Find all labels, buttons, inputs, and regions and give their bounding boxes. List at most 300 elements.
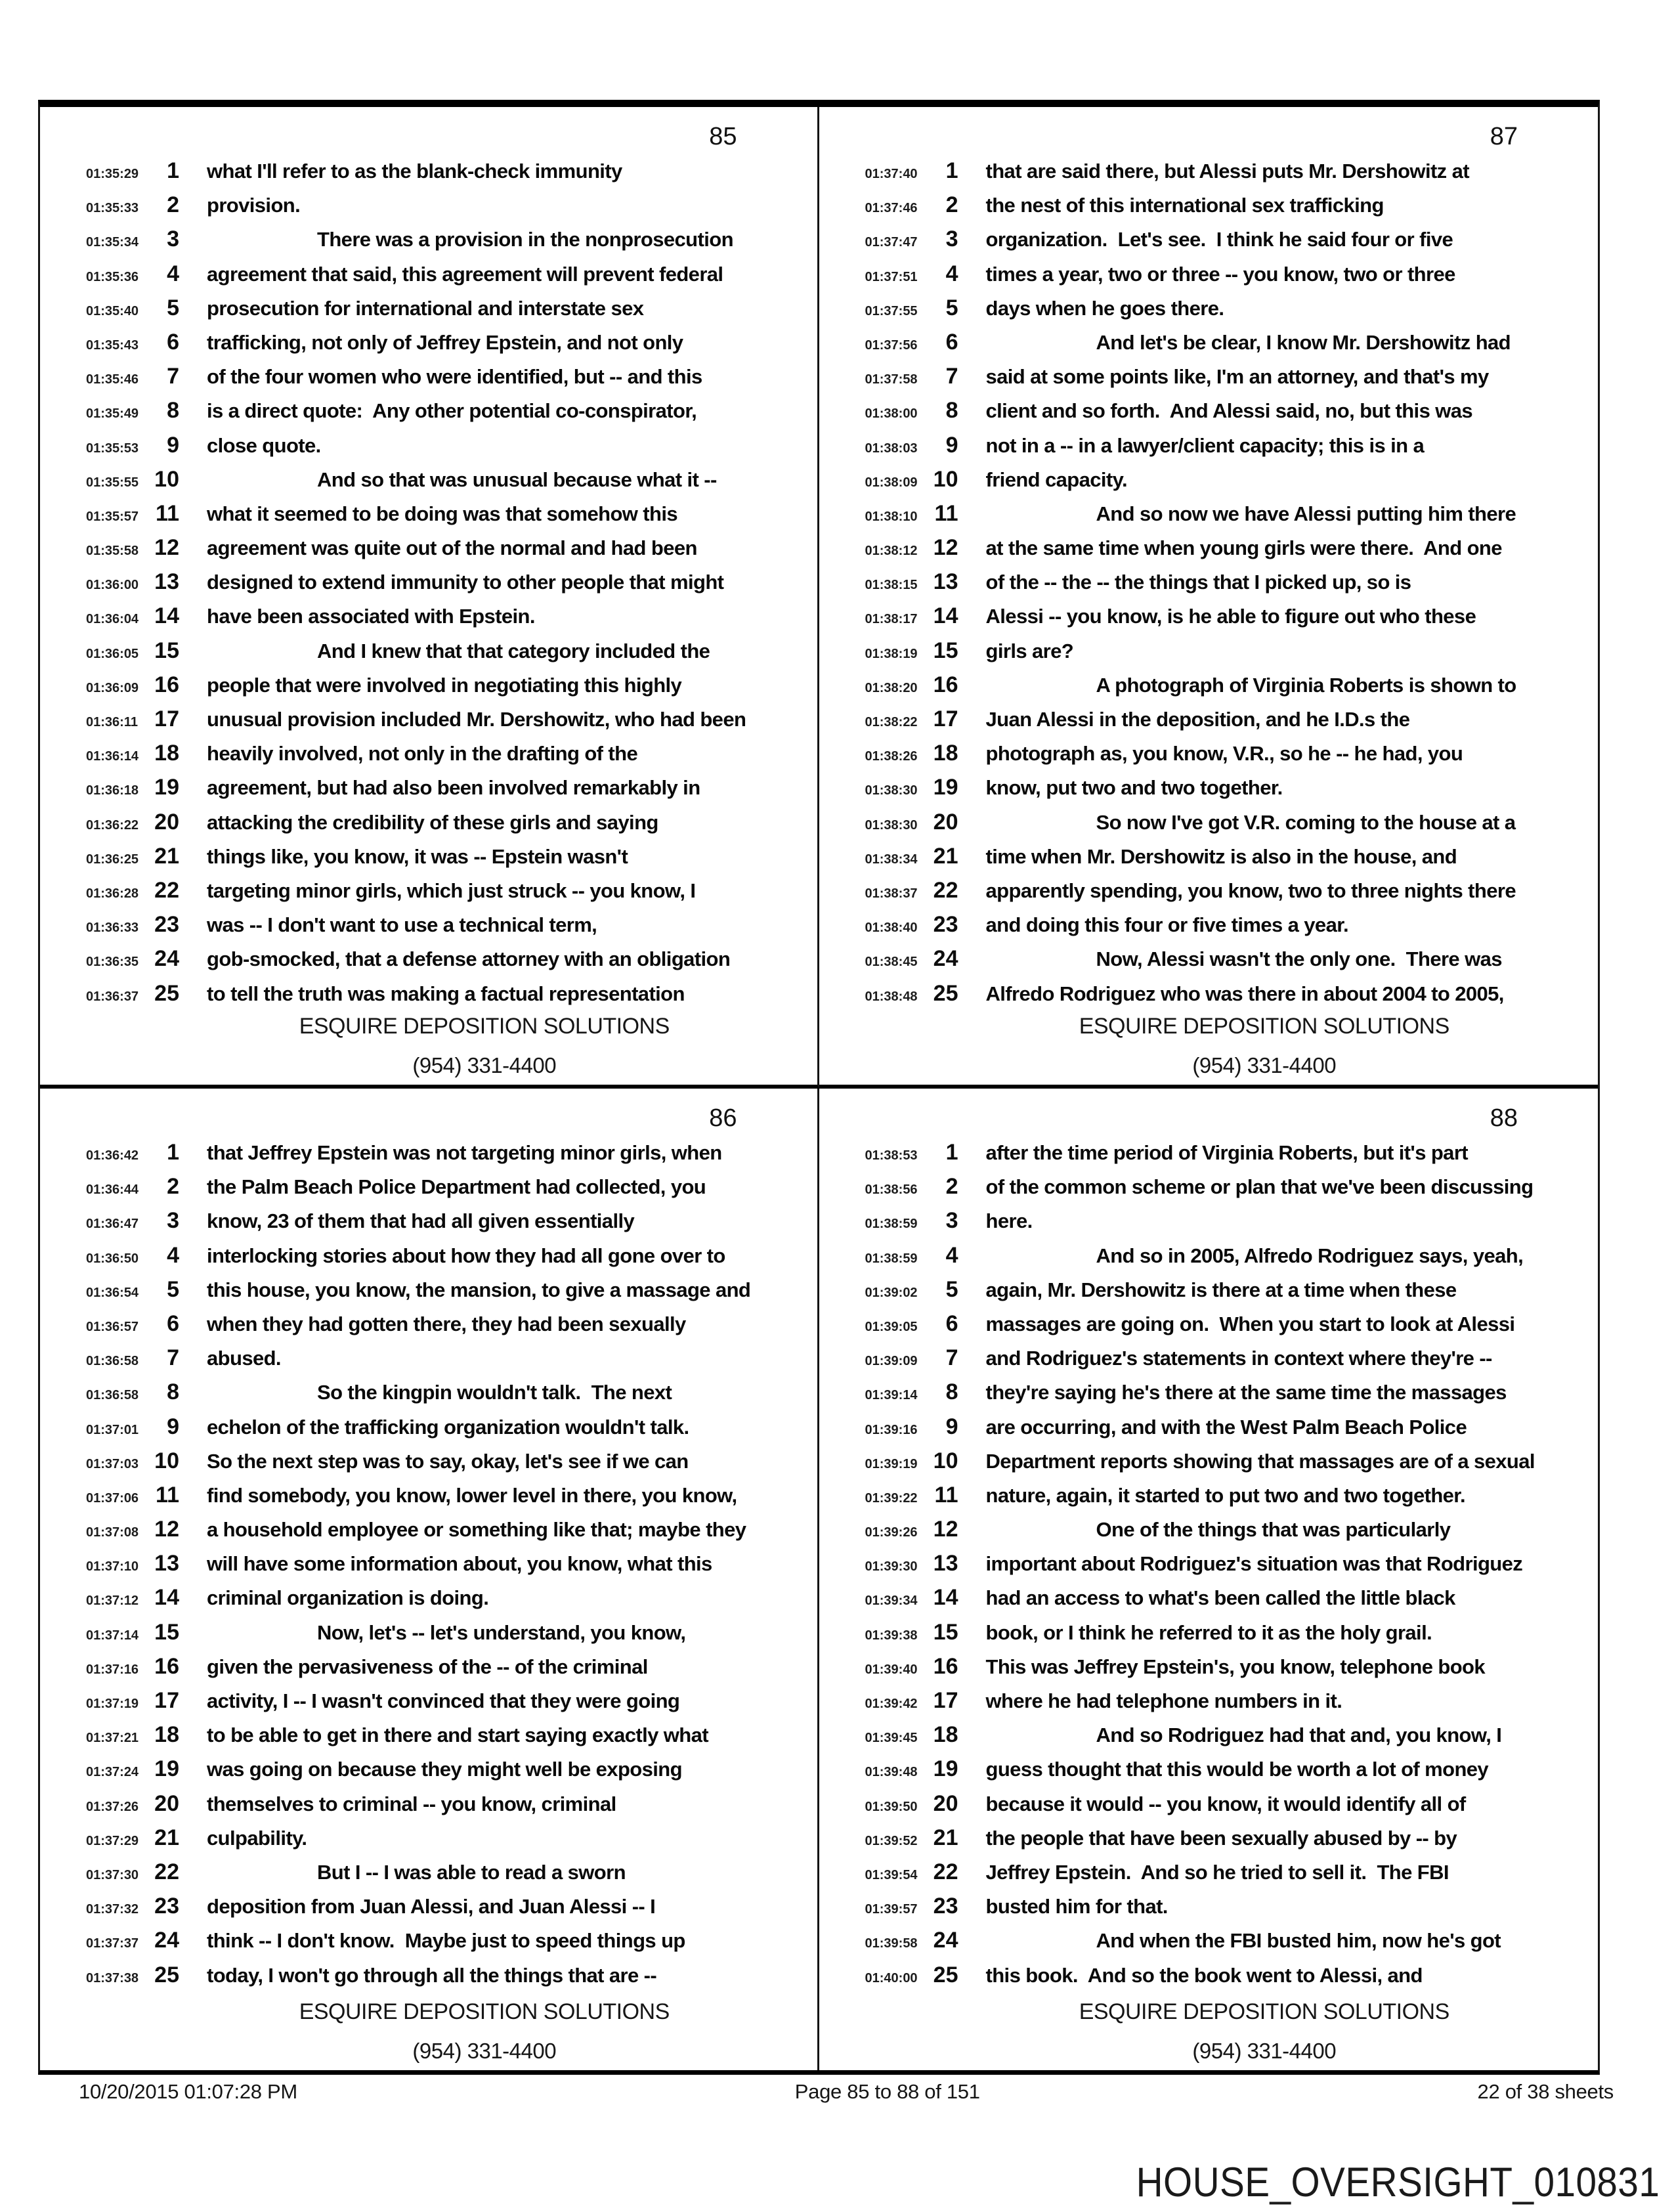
line-timestamp: 01:37:16	[86, 1662, 139, 1677]
line-number: 8	[167, 398, 179, 423]
transcript-line	[40, 981, 817, 1015]
line-text: to be able to get in there and start saying exactly what	[207, 1724, 708, 1747]
line-text: And let's be clear, I know Mr. Dershowitz had	[1096, 330, 1511, 354]
line-text: because it would -- you know, it would identify all of	[985, 1792, 1466, 1815]
transcript-line	[40, 1277, 817, 1311]
transcript-line	[40, 1825, 817, 1859]
line-number: 15	[933, 1619, 958, 1645]
line-timestamp: 01:39:48	[865, 1765, 918, 1780]
line-timestamp: 01:38:03	[865, 441, 918, 456]
line-number: 1	[945, 158, 958, 183]
line-timestamp: 01:39:02	[865, 1285, 918, 1300]
line-timestamp: 01:38:17	[865, 612, 918, 627]
line-timestamp: 01:39:52	[865, 1833, 918, 1848]
line-number: 9	[167, 432, 179, 458]
line-text: at the same time when young girls were there. And one	[985, 536, 1502, 560]
transcript-line	[40, 1722, 817, 1756]
reporter-block	[947, 1014, 1582, 1078]
line-timestamp: 01:37:56	[865, 337, 918, 353]
transcript-line	[40, 261, 817, 295]
line-number: 10	[154, 466, 179, 492]
transcript-line	[40, 158, 817, 192]
transcript-line	[819, 1722, 1599, 1756]
line-text: that Jeffrey Epstein was not targeting minor girls, when	[207, 1141, 722, 1164]
line-number: 9	[945, 432, 958, 458]
line-number: 23	[933, 1894, 958, 1919]
line-text: Jeffrey Epstein. And so he tried to sell it. The FBI	[985, 1860, 1449, 1884]
transcript-line	[819, 741, 1599, 775]
line-timestamp: 01:36:18	[86, 783, 139, 798]
line-timestamp: 01:37:58	[865, 372, 918, 387]
line-number: 20	[154, 809, 179, 835]
line-number: 16	[933, 672, 958, 697]
line-timestamp: 01:39:30	[865, 1559, 918, 1574]
line-text: provision.	[207, 194, 301, 217]
line-number: 16	[154, 1653, 179, 1679]
transcript-line	[40, 638, 817, 672]
page-number: 87	[1490, 123, 1518, 150]
line-timestamp: 01:38:48	[865, 989, 918, 1004]
line-timestamp: 01:35:34	[86, 235, 139, 250]
line-number: 5	[167, 295, 179, 320]
line-number: 12	[933, 535, 958, 561]
line-timestamp: 01:37:19	[86, 1697, 139, 1711]
line-number: 25	[933, 980, 958, 1006]
line-timestamp: 01:38:53	[865, 1148, 918, 1163]
transcript-line	[40, 330, 817, 364]
line-timestamp: 01:39:16	[865, 1422, 918, 1437]
transcript-line	[819, 706, 1599, 741]
transcript-line	[40, 1483, 817, 1517]
line-text: agreement that said, this agreement will prevent federal	[207, 262, 723, 286]
line-number: 15	[933, 638, 958, 663]
transcript-line	[40, 1620, 817, 1654]
transcript-line	[40, 1859, 817, 1894]
reporter-block	[168, 1999, 801, 2064]
line-number: 10	[933, 466, 958, 492]
line-timestamp: 01:36:22	[86, 817, 139, 833]
line-number: 20	[933, 809, 958, 835]
line-timestamp: 01:37:01	[86, 1422, 139, 1437]
line-number: 25	[154, 1962, 179, 1987]
line-timestamp: 01:36:58	[86, 1388, 139, 1403]
line-timestamp: 01:36:25	[86, 852, 139, 867]
line-text: culpability.	[207, 1826, 307, 1850]
line-text: had an access to what's been called the little black	[985, 1586, 1455, 1610]
transcript-line	[819, 946, 1599, 980]
line-timestamp: 01:39:38	[865, 1628, 918, 1643]
line-timestamp: 01:39:42	[865, 1697, 918, 1711]
line-timestamp: 01:36:50	[86, 1251, 139, 1266]
line-number: 2	[945, 1174, 958, 1200]
line-timestamp: 01:37:12	[86, 1594, 139, 1609]
line-text: are occurring, and with the West Palm Beach Police	[985, 1415, 1467, 1439]
line-number: 11	[156, 1482, 179, 1507]
line-text: again, Mr. Dershowitz is there at a time when these	[985, 1278, 1457, 1301]
transcript-line	[819, 672, 1599, 706]
line-timestamp: 01:37:06	[86, 1490, 139, 1506]
line-text: Now, let's -- let's understand, you know,	[317, 1620, 686, 1644]
page-87	[819, 107, 1599, 1089]
line-timestamp: 01:38:37	[865, 886, 918, 901]
line-timestamp: 01:39:57	[865, 1902, 918, 1917]
line-number: 22	[933, 1859, 958, 1884]
line-timestamp: 01:39:09	[865, 1354, 918, 1369]
line-number: 21	[933, 1825, 958, 1850]
transcript-line	[40, 844, 817, 878]
line-number: 19	[933, 1756, 958, 1782]
line-text: So now I've got V.R. coming to the house at a	[1096, 810, 1516, 834]
line-text: organization. Let's see. I think he said four or five	[985, 228, 1453, 251]
line-timestamp: 01:39:34	[865, 1594, 918, 1609]
line-timestamp: 01:36:04	[86, 612, 139, 627]
transcript-line	[40, 467, 817, 501]
line-number: 7	[167, 1345, 179, 1371]
line-number: 24	[933, 1928, 958, 1953]
transcript-line	[819, 364, 1599, 398]
line-text: and Rodriguez's statements in context where they're --	[985, 1347, 1492, 1370]
line-text: to tell the truth was making a factual representation	[207, 982, 685, 1005]
line-text: today, I won't go through all the things that are --	[207, 1963, 657, 1987]
line-number: 5	[167, 1276, 179, 1302]
line-timestamp: 01:38:40	[865, 921, 918, 936]
transcript-line	[819, 1483, 1599, 1517]
transcript-line	[40, 1585, 817, 1619]
line-timestamp: 01:40:00	[865, 1970, 918, 1985]
line-text: Juan Alessi in the deposition, and he I.D.s the	[985, 708, 1410, 731]
transcript-sheet	[38, 100, 1600, 2075]
line-number: 21	[933, 843, 958, 869]
transcript-line	[40, 672, 817, 706]
line-text: have been associated with Epstein.	[207, 605, 535, 628]
reporter-block	[947, 1999, 1582, 2064]
line-number: 21	[154, 843, 179, 869]
transcript-line	[40, 227, 817, 261]
line-text: busted him for that.	[985, 1895, 1168, 1919]
transcript-line	[819, 433, 1599, 467]
line-number: 4	[167, 261, 179, 286]
line-text: agreement, but had also been involved remarkably in	[207, 776, 700, 800]
line-timestamp: 01:39:22	[865, 1490, 918, 1506]
line-number: 11	[156, 500, 179, 526]
line-number: 7	[945, 1345, 958, 1371]
line-number: 9	[167, 1414, 179, 1439]
line-text: times a year, two or three -- you know, two or three	[985, 262, 1455, 286]
transcript-line	[819, 1379, 1599, 1414]
transcript-line	[40, 1140, 817, 1174]
line-text: echelon of the trafficking organization wouldn't talk.	[207, 1415, 689, 1439]
line-text: of the -- the -- the things that I picked up, so is	[985, 571, 1411, 594]
transcript-line	[819, 844, 1599, 878]
line-number: 24	[933, 946, 958, 972]
line-text: given the pervasiveness of the -- of the criminal	[207, 1655, 648, 1678]
line-text: will have some information about, you know, what this	[207, 1552, 712, 1576]
line-number: 10	[933, 1448, 958, 1473]
transcript-lines	[819, 158, 1599, 1015]
line-text: And I knew that that category included the	[317, 639, 710, 662]
line-text: when they had gotten there, they had been sexually	[207, 1312, 686, 1335]
footer-timestamp: 10/20/2015 01:07:28 PM	[79, 2080, 297, 2103]
line-timestamp: 01:38:30	[865, 783, 918, 798]
transcript-line	[40, 1928, 817, 1962]
line-text: client and so forth. And Alessi said, no, but this was	[985, 399, 1473, 423]
reporter-phone: (954) 331-4400	[412, 2039, 557, 2063]
line-number: 19	[933, 775, 958, 800]
line-text: know, 23 of them that had all given essentially	[207, 1209, 635, 1233]
line-timestamp: 01:37:32	[86, 1902, 139, 1917]
line-text: close quote.	[207, 433, 321, 457]
line-timestamp: 01:38:45	[865, 955, 918, 970]
line-text: the nest of this international sex trafficking	[985, 194, 1384, 217]
line-timestamp: 01:35:46	[86, 372, 139, 387]
line-number: 8	[167, 1379, 179, 1405]
line-timestamp: 01:37:38	[86, 1970, 139, 1985]
line-number: 3	[167, 1208, 179, 1234]
line-timestamp: 01:36:28	[86, 886, 139, 901]
transcript-line	[40, 535, 817, 569]
transcript-line	[819, 227, 1599, 261]
line-text: the people that have been sexually abused by -- by	[985, 1826, 1457, 1850]
line-timestamp: 01:37:26	[86, 1799, 139, 1814]
line-text: was -- I don't want to use a technical term,	[207, 913, 597, 937]
line-number: 12	[154, 1517, 179, 1542]
transcript-line	[819, 638, 1599, 672]
page-88	[819, 1089, 1599, 2070]
line-number: 7	[167, 364, 179, 389]
line-text: after the time period of Virginia Roberts, but it's part	[985, 1141, 1469, 1164]
transcript-line	[40, 1448, 817, 1483]
transcript-line	[819, 1277, 1599, 1311]
line-number: 24	[154, 1928, 179, 1953]
line-number: 23	[933, 912, 958, 938]
transcript-line	[40, 946, 817, 980]
line-number: 18	[933, 741, 958, 766]
line-text: So the next step was to say, okay, let's see if we can	[207, 1449, 689, 1473]
line-number: 20	[933, 1790, 958, 1816]
line-text: of the four women who were identified, but -- and this	[207, 365, 702, 389]
line-text: here.	[985, 1209, 1033, 1233]
transcript-line	[40, 1963, 817, 1997]
line-timestamp: 01:38:22	[865, 715, 918, 729]
page-number: 88	[1490, 1104, 1518, 1132]
line-timestamp: 01:37:40	[865, 167, 918, 181]
line-number: 1	[945, 1140, 958, 1165]
line-timestamp: 01:36:33	[86, 921, 139, 936]
line-timestamp: 01:36:09	[86, 680, 139, 695]
line-text: attacking the credibility of these girls and saying	[207, 810, 658, 834]
line-number: 4	[945, 261, 958, 286]
line-timestamp: 01:39:58	[865, 1936, 918, 1951]
line-text: book, or I think he referred to it as the holy grail.	[985, 1620, 1432, 1644]
line-text: There was a provision in the nonprosecution	[317, 228, 733, 251]
line-text: agreement was quite out of the normal and had been	[207, 536, 697, 560]
transcript-line	[819, 1414, 1599, 1448]
line-text: apparently spending, you know, two to three nights there	[985, 878, 1516, 902]
line-number: 6	[167, 1311, 179, 1336]
transcript-line	[40, 603, 817, 638]
transcript-line	[819, 158, 1599, 192]
line-timestamp: 01:37:08	[86, 1525, 139, 1540]
line-number: 22	[154, 877, 179, 903]
line-timestamp: 01:36:42	[86, 1148, 139, 1163]
line-number: 16	[933, 1653, 958, 1679]
line-text: activity, I -- I wasn't convinced that they were going	[207, 1689, 680, 1712]
line-timestamp: 01:36:57	[86, 1319, 139, 1334]
line-text: people that were involved in negotiating this highly	[207, 673, 682, 697]
line-text: girls are?	[985, 639, 1074, 662]
line-number: 13	[933, 569, 958, 595]
line-number: 9	[945, 1414, 958, 1439]
line-timestamp: 01:36:37	[86, 989, 139, 1004]
line-number: 20	[154, 1790, 179, 1816]
transcript-line	[40, 1243, 817, 1277]
transcript-line	[819, 1551, 1599, 1585]
line-text: guess thought that this would be worth a lot of money	[985, 1758, 1489, 1781]
transcript-line	[40, 1379, 817, 1414]
line-timestamp: 01:35:33	[86, 201, 139, 216]
transcript-line	[819, 1688, 1599, 1722]
line-text: trafficking, not only of Jeffrey Epstein, and not only	[207, 330, 683, 354]
line-number: 22	[154, 1859, 179, 1884]
line-timestamp: 01:37:10	[86, 1559, 139, 1574]
transcript-line	[40, 810, 817, 844]
line-number: 19	[154, 775, 179, 800]
line-text: what I'll refer to as the blank-check immunity	[207, 160, 622, 183]
transcript-line	[819, 1859, 1599, 1894]
line-text: Alfredo Rodriguez who was there in about 2004 to 2005,	[985, 982, 1504, 1005]
line-timestamp: 01:35:53	[86, 441, 139, 456]
line-number: 12	[154, 535, 179, 561]
transcript-line	[819, 398, 1599, 432]
line-text: the Palm Beach Police Department had collected, you	[207, 1175, 706, 1199]
transcript-line	[40, 192, 817, 227]
line-number: 7	[945, 364, 958, 389]
line-text: And so that was unusual because what it --	[317, 467, 717, 491]
line-number: 4	[167, 1242, 179, 1268]
footer-sheet-count: 22 of 38 sheets	[1477, 2080, 1614, 2103]
transcript-line	[40, 912, 817, 946]
line-text: this house, you know, the mansion, to give a massage and	[207, 1278, 751, 1301]
line-number: 13	[154, 1551, 179, 1576]
line-number: 16	[154, 672, 179, 697]
line-text: designed to extend immunity to other people that might	[207, 571, 724, 594]
line-timestamp: 01:35:43	[86, 337, 139, 353]
line-number: 25	[933, 1962, 958, 1987]
line-timestamp: 01:37:21	[86, 1731, 139, 1746]
transcript-line	[40, 1551, 817, 1585]
line-text: they're saying he's there at the same time the massages	[985, 1381, 1507, 1404]
line-number: 8	[945, 398, 958, 423]
line-timestamp: 01:36:47	[86, 1217, 139, 1232]
sheet-footer	[79, 2080, 1614, 2104]
transcript-lines	[40, 1140, 817, 1997]
transcript-line	[819, 981, 1599, 1015]
line-timestamp: 01:39:19	[865, 1456, 918, 1471]
line-number: 4	[945, 1242, 958, 1268]
line-text: themselves to criminal -- you know, criminal	[207, 1792, 616, 1815]
line-text: this book. And so the book went to Alessi, and	[985, 1963, 1423, 1987]
page-number: 85	[709, 123, 737, 150]
line-text: And so now we have Alessi putting him there	[1096, 502, 1516, 525]
line-number: 3	[945, 1208, 958, 1234]
line-text: important about Rodriguez's situation was that Rodriguez	[985, 1552, 1523, 1576]
line-timestamp: 01:38:12	[865, 544, 918, 559]
line-text: massages are going on. When you start to look at Alessi	[985, 1312, 1515, 1335]
transcript-line	[819, 1825, 1599, 1859]
reporter-phone: (954) 331-4400	[412, 1053, 557, 1077]
line-text: Now, Alessi wasn't the only one. There was	[1096, 947, 1502, 971]
transcript-line	[819, 1345, 1599, 1379]
line-text: And so Rodriguez had that and, you know, I	[1096, 1724, 1502, 1747]
line-number: 14	[933, 603, 958, 629]
transcript-line	[40, 1654, 817, 1688]
line-number: 18	[154, 741, 179, 766]
line-number: 3	[945, 227, 958, 252]
transcript-line	[40, 775, 817, 809]
line-timestamp: 01:38:15	[865, 578, 918, 593]
line-text: was going on because they might well be exposing	[207, 1758, 682, 1781]
line-timestamp: 01:38:34	[865, 852, 918, 867]
line-text: criminal organization is doing.	[207, 1586, 489, 1610]
line-number: 14	[933, 1585, 958, 1611]
transcript-line	[819, 261, 1599, 295]
line-number: 13	[154, 569, 179, 595]
line-number: 23	[154, 912, 179, 938]
line-number: 18	[933, 1722, 958, 1748]
transcript-line	[40, 1894, 817, 1928]
line-timestamp: 01:37:46	[865, 201, 918, 216]
transcript-line	[819, 501, 1599, 535]
transcript-line	[819, 1243, 1599, 1277]
transcript-line	[40, 1688, 817, 1722]
bates-stamp: HOUSE_OVERSIGHT_010831	[1136, 2159, 1660, 2205]
transcript-line	[40, 433, 817, 467]
line-text: things like, you know, it was -- Epstein wasn't	[207, 844, 628, 868]
line-number: 25	[154, 980, 179, 1006]
transcript-line	[40, 1311, 817, 1345]
line-number: 17	[933, 1688, 958, 1713]
line-text: But I -- I was able to read a sworn	[317, 1860, 626, 1884]
transcript-line	[819, 775, 1599, 809]
line-text: a household employee or something like that; maybe they	[207, 1518, 746, 1542]
transcript-line	[819, 467, 1599, 501]
line-number: 3	[167, 227, 179, 252]
line-number: 22	[933, 877, 958, 903]
line-text: targeting minor girls, which just struck -- you know, I	[207, 878, 696, 902]
transcript-line	[819, 1963, 1599, 1997]
line-text: So the kingpin wouldn't talk. The next	[317, 1381, 672, 1404]
line-text: what it seemed to be doing was that somehow this	[207, 502, 678, 525]
transcript-line	[819, 1448, 1599, 1483]
line-number: 15	[154, 1619, 179, 1645]
reporter-name: ESQUIRE DEPOSITION SOLUTIONS	[299, 1014, 670, 1039]
line-number: 21	[154, 1825, 179, 1850]
line-number: 14	[154, 603, 179, 629]
transcript-line	[40, 1756, 817, 1790]
line-text: Alessi -- you know, is he able to figure out who these	[985, 605, 1476, 628]
line-text: know, put two and two together.	[985, 776, 1283, 800]
line-text: said at some points like, I'm an attorney, and that's my	[985, 365, 1489, 389]
page-85	[40, 107, 819, 1089]
line-number: 15	[154, 638, 179, 663]
line-timestamp: 01:39:40	[865, 1662, 918, 1677]
line-timestamp: 01:39:26	[865, 1525, 918, 1540]
transcript-line	[40, 706, 817, 741]
line-number: 14	[154, 1585, 179, 1611]
line-timestamp: 01:37:47	[865, 235, 918, 250]
line-number: 1	[167, 1140, 179, 1165]
line-timestamp: 01:39:14	[865, 1388, 918, 1403]
